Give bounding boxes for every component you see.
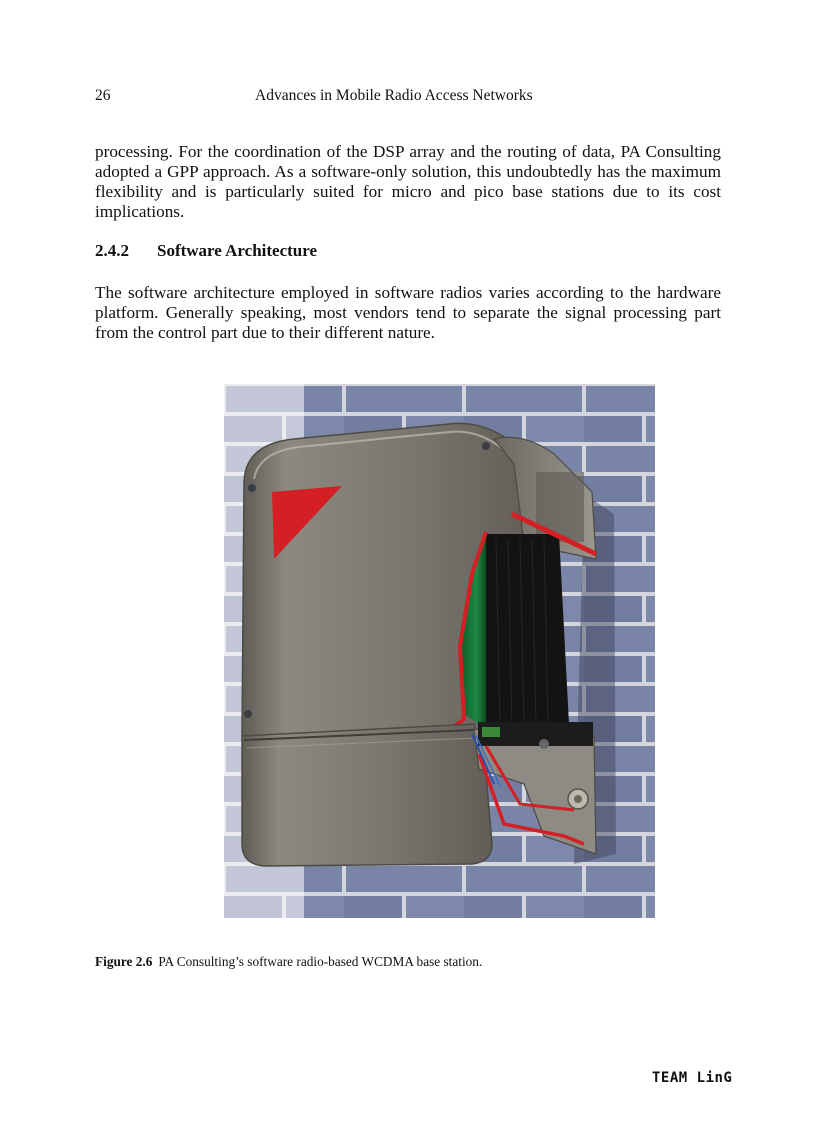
figure-caption-text: PA Consulting’s software radio-based WCDMA base station. — [158, 954, 483, 969]
screw-icon — [248, 484, 256, 492]
body-paragraph-2: The software architecture employed in software radios varies according to the hardware platform. Generally speaking, most vendors tend to separate the signal processing part from the control part due to their different nature. — [95, 283, 721, 342]
page-number: 26 — [95, 87, 111, 104]
body-paragraph-1: processing. For the coordination of the DSP array and the routing of data, PA Consulting adopted a GPP approach. As a software-only solution, this undoubtedly has the maximum flexibility and is particularly suited for micro and pico base stations due to its cost implications. — [95, 142, 721, 221]
screw-icon — [482, 442, 490, 450]
page-header — [95, 87, 720, 107]
section-title: Software Architecture — [157, 241, 318, 260]
team-ling-watermark — [652, 1067, 748, 1087]
svg-text:TEAM LinG: TEAM LinG — [652, 1070, 733, 1086]
figure-caption — [95, 954, 482, 970]
base-station-illustration — [224, 384, 655, 918]
section-heading — [95, 241, 317, 261]
screw-icon — [244, 710, 252, 718]
section-number: 2.4.2 — [95, 241, 129, 260]
figure-base-station-photo — [224, 384, 655, 918]
figure-label: Figure 2.6 — [95, 954, 153, 969]
running-title: Advances in Mobile Radio Access Networks — [255, 87, 533, 104]
watermark-logo — [652, 1067, 748, 1087]
enclosure-lower-body — [242, 724, 492, 866]
